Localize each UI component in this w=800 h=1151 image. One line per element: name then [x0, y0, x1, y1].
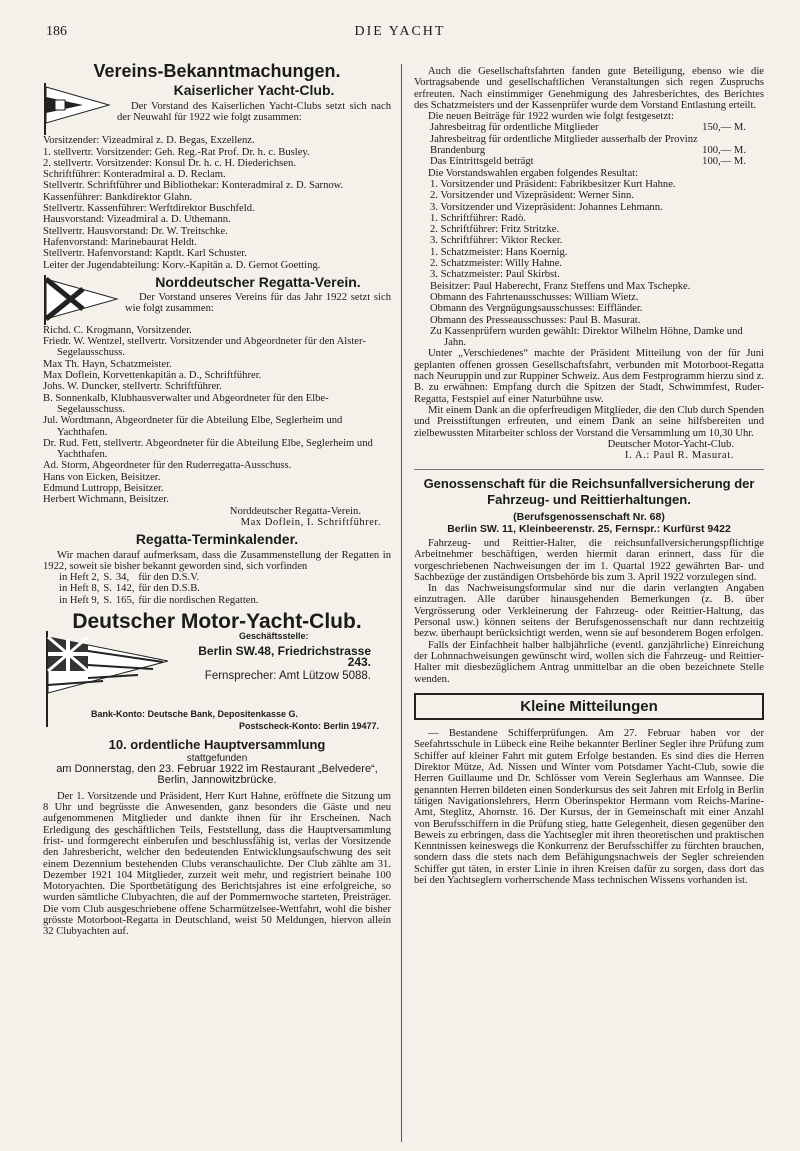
nrv-member: Richd. C. Krogmann, Vorsitzender.	[43, 324, 192, 336]
dmyc-signature-club: Deutscher Motor-Yacht-Club.	[607, 438, 734, 450]
nrv-member: Max Th. Hayn, Schatzmeister.	[43, 358, 172, 370]
dmyc-section	[43, 609, 391, 938]
board-member: Beisitzer: Paul Haberecht, Franz Steffens und Max Tschepke.	[430, 280, 691, 292]
table-row	[59, 572, 262, 583]
dmyc-phone: Fernsprecher: Amt Lützow 5088.	[204, 670, 371, 683]
nrv-member: B. Sonnenkalb, Klubhausverwalter und Abgeordneter für den Elbe-Segelausschuss.	[43, 392, 329, 415]
fee-label: Jahresbeitrag für ordentliche Mitglieder	[430, 122, 599, 134]
kyc-member: 1. stellvertr. Vorsitzender: Geh. Reg.-Rat Prof. Dr. h. c. Busley.	[43, 146, 310, 158]
gen-section	[414, 476, 764, 684]
table-cell: in Heft 2,	[59, 572, 100, 584]
nrv-member: Max Doflein, Korvettenkapitän a. D., Schriftführer.	[43, 370, 262, 382]
dmyc-title: Deutscher Motor-Yacht-Club.	[72, 609, 362, 633]
table-cell: S.	[103, 583, 112, 595]
nrv-member: Ad. Storm, Abgeordneter für den Ruderregatta-Ausschuss.	[43, 460, 292, 472]
fee-value: 100,— M.	[702, 145, 746, 157]
gen-paragraph: Fahrzeug- und Reittier-Halter, die reichsunfallversicherungspflichtige Arbeitnehmer beschäftigen, werden hiermit daran erinnert, dass für die vorgeschriebenen Nachweisungen der im 1. Quartal 1922 gewährten Bar- und Sachbezüge der zuständigen Ortsbehörde bis zum 3. April 1922 vorzulegen sind.	[414, 537, 764, 583]
fees-intro: Die neuen Beiträge für 1922 wurden wie folgt festgesetzt:	[428, 111, 674, 123]
right-column	[414, 66, 764, 886]
fee-label: Jahresbeitrag für ordentliche Mitglieder ausserhalb der Provinz Brandenburg	[430, 133, 698, 157]
nrv-member: Johs. W. Duncker, stellvertr. Schriftführer.	[43, 381, 222, 393]
kyc-member: Stellvertr. Hafenvorstand: Kaptlt. Karl Schuster.	[43, 248, 247, 260]
table-row	[59, 595, 262, 606]
gen-title: Genossenschaft für die Reichsunfallversicherung der Fahrzeug- und Reittierhaltungen.	[423, 476, 755, 508]
fee-value: 150,— M.	[702, 122, 746, 134]
meeting-when: am Donnerstag, den 23. Februar 1922 im Restaurant „Belvedere“, Berlin, Jannowitzbrücke.	[56, 763, 378, 787]
kyc-title: Kaiserlicher Yacht-Club.	[173, 82, 335, 99]
continued-paragraph: Auch die Gesellschaftsfahrten fanden gute Beteiligung, ebenso wie die Vortragsabende und gesellschaftlichen Veranstaltungen sich regen Zuspruchs erfreuten. Nach einstimmiger Genehmigung des Jahresberichtes, des Berichtes des Schatzmeisters und der Kassenprüfer wurde dem Vorstand Entlastung erteilt.	[414, 66, 764, 111]
termin-table	[59, 572, 262, 606]
kyc-member: Leiter der Jugendabteilung: Korv.-Kapitän a. D. Gernot Goetting.	[43, 259, 321, 271]
table-row	[430, 122, 750, 133]
thanks-paragraph: Mit einem Dank an die opferfreudigen Mitglieder, die den Club durch Spenden und Preisstiftungen erfreuten, und einem Dank an seine hilfsbereiten und zielbewussten Mitarbeiter schloss der Vorstand die Versammlung um 10,30 Uhr.	[414, 404, 764, 439]
nrv-member: Jul. Wordtmann, Abgeordneter für die Abteilung Elbe, Seglerheim und Yachthafen.	[43, 415, 343, 438]
kyc-member: Kassenführer: Bankdirektor Glahn.	[43, 191, 193, 203]
board-member: 3. Vorsitzender und Vizepräsident: Johannes Lehmann.	[430, 201, 663, 213]
kyc-intro: Der Vorstand des Kaiserlichen Yacht-Clubs setzt sich nach der Neuwahl für 1922 wie folgt zusammen:	[117, 100, 391, 123]
kyc-member: Stellvertr. Kassenführer: Werftdirektor Buschfeld.	[43, 203, 255, 215]
kyc-burgee-icon	[43, 83, 111, 135]
table-cell: 165,	[115, 594, 135, 606]
dmyc-postcheck: Postscheck-Konto: Berlin 19477.	[238, 720, 379, 731]
fee-value: 100,— M.	[702, 156, 746, 168]
nrv-intro: Der Vorstand unseres Vereins für das Jahr 1922 setzt sich wie folgt zusammen:	[125, 292, 391, 315]
board-member: 2. Vorsitzender und Vizepräsident: Werner Sinn.	[430, 190, 634, 202]
dmyc-bank: Bank-Konto: Deutsche Bank, Depositenkasse G.	[91, 709, 299, 720]
board-member: Zu Kassenprüfern wurden gewählt: Direktor Wilhelm Höhne, Damke und Jahn.	[430, 325, 743, 349]
nrv-signature-name: Max Doflein, I. Schriftführer.	[240, 516, 381, 528]
table-row	[59, 583, 262, 594]
board-member: Obmann des Vergnügungsausschusses: Eiffländer.	[430, 303, 643, 315]
table-cell: S.	[103, 594, 112, 606]
table-cell: S.	[103, 572, 112, 584]
gen-paragraph: Falls der Einfachheit halber halbjährliche (eventl. ganzjährliche) Einreichung der Lohnnachweisungen gewünscht wird, wollen sich die Fahrzeug- und Reittier-Halter mit diesbezüglichem Antrag unmittelbar an die oben bezeichnete Stelle wenden.	[414, 639, 764, 685]
running-title: DIE YACHT	[354, 24, 446, 39]
table-cell: in Heft 9,	[59, 594, 100, 606]
board-member: 2. Schriftführer: Fritz Stritzke.	[430, 224, 560, 236]
board-member: 2. Schatzmeister: Willy Hahne.	[430, 258, 563, 270]
board-member: Obmann des Presseausschusses: Paul B. Masurat.	[430, 314, 641, 326]
page-number: 186	[46, 24, 67, 39]
nrv-member: Dr. Rud. Fett, stellvertr. Abgeordneter für die Abteilung Elbe, Seglerheim und Yachthafen.	[43, 437, 373, 461]
kyc-member: Vorsitzender: Vizeadmiral z. D. Begas, Exzellenz.	[43, 135, 255, 147]
misc-paragraph: Unter „Verschiedenes“ machte der Präsident Mitteilung von der für Juni geplanten offenen grossen Gesellschaftsfahrt, verbunden mit Motorboot-Regatta nach Neuruppin und zur Ruppiner Schweiz. Aus dem Festprogramm hierzu sind z. B. zu erwähnen: Empfang durch die Spitzen der Stadt, Schwimmfest, Ruder-Regatta, Festspiel auf einer Naturbühne usw.	[414, 348, 764, 405]
kyc-member: Hausvorstand: Vizeadmiral a. D. Uthemann.	[43, 214, 231, 226]
table-cell: in Heft 8,	[59, 583, 100, 595]
kyc-member: Stellvertr. Schriftführer und Bibliothekar: Konteradmiral z. D. Sarnow.	[43, 180, 344, 192]
table-row	[430, 156, 750, 167]
nrv-title: Norddeutscher Regatta-Verein.	[155, 273, 361, 290]
meeting-title: 10. ordentliche Hauptversammlung	[108, 736, 326, 752]
table-cell: 142,	[115, 583, 135, 595]
board-member: Obmann des Fahrtenausschusses: William Wietz.	[430, 291, 639, 303]
board-member: 3. Schatzmeister: Paul Skirbst.	[430, 269, 560, 281]
kyc-section	[43, 83, 391, 271]
nrv-member: Herbert Wichmann, Beisitzer.	[43, 494, 169, 506]
kyc-member: Schriftführer: Konteradmiral a. D. Reclam.	[43, 169, 226, 181]
dmyc-signature-name: I. A.: Paul R. Masurat.	[624, 450, 734, 462]
nrv-burgee-icon	[43, 275, 119, 325]
table-cell: für den D.S.B.	[138, 583, 200, 595]
nrv-member: Hans von Eicken, Beisitzer.	[43, 471, 161, 483]
board-member: 1. Schatzmeister: Hans Koernig.	[430, 246, 568, 258]
kyc-member: Hafenvorstand: Marinebaurat Heldt.	[43, 236, 197, 248]
nrv-member: Edmund Luttropp, Beisitzer.	[43, 483, 164, 495]
table-cell: für die nordischen Regatten.	[138, 594, 259, 606]
board-member: 1. Schriftführer: Radò.	[430, 212, 526, 224]
nrv-signature-club: Norddeutscher Regatta-Verein.	[229, 505, 361, 517]
fees-table	[430, 122, 750, 167]
table-cell: 34,	[115, 572, 130, 584]
kyc-member: 2. stellvertr. Vorsitzender: Konsul Dr. h. c. H. Diederichsen.	[43, 157, 296, 169]
board-member: 3. Schriftführer: Viktor Recker.	[430, 235, 563, 247]
meeting-subtitle: stattgefunden	[186, 752, 248, 764]
section-heading: Vereins-Bekanntmachungen.	[93, 61, 341, 81]
kleine-title-box	[414, 693, 764, 720]
dmyc-office-label: Geschäftsstelle:	[239, 631, 309, 642]
fee-label: Das Eintrittsgeld beträgt	[430, 156, 534, 168]
termin-section	[43, 531, 391, 606]
board-member: 1. Vorsitzender und Präsident: Fabrikbesitzer Kurt Hahne.	[430, 178, 676, 190]
election-intro: Die Vorstandswahlen ergaben folgendes Resultat:	[428, 167, 639, 179]
kleine-paragraph: — Bestandene Schifferprüfungen. Am 27. Februar haben vor der Seefahrtsschule in Lübeck eine Reihe bekannter Berliner Segler ihre Prüfung zum Schiffer auf kleiner Fahrt mit gutem Erfolge bestanden. Es sind dies die Herren Direktor Mütze, Ad. Nissen und Winter vom Potsdamer Yacht-Club, sowie die Herren Guillaume und Dr. Schlösser vom Verein Seglerhaus am Wannsee. Die genannten Herren bildeten einen Sonderkursus des seit Jahren mit Erfolg in Berlin tätigen Navigationslehrers, Herrn Oberinspektor Hermann vom Reichs-Marine-Amt, Steglitz, Ahornstr. 16. Der Kursus, der in Gemeinschaft mit einer Anzahl von Berufsschiffern in die Prüfung stieg, hatte Gelegenheit, diesen gegenüber den Beweis zu erbringen, dass die Yachtsegler mit ihren theoretischen und praktischen Kenntnissen keineswegs die Konkurrenz der Berufsschiffer zu fürchten brauchen, sondern dass die stets nach dem Befähigungsnachweis der Segler schreienden Schiffer gut täten, in erster Linie in ihren Kreisen dafür zu sorgen, dass dort das bei den Yachtseglern vorherrschende Mass technischen Wissens vorhanden ist.	[414, 728, 764, 886]
separator-rule	[414, 469, 764, 470]
termin-text: Wir machen darauf aufmerksam, dass die Zusammenstellung der Regatten in 1922, soweit sie bisher bekannt geworden sind, sich vorfinden	[43, 549, 391, 572]
kyc-member: Stellvertr. Hausvorstand: Dr. W. Treitschke.	[43, 225, 228, 237]
meeting-body: Der 1. Vorsitzende und Präsident, Herr Kurt Hahne, eröffnete die Sitzung um 8 Uhr und begrüsste die Anwesenden, ganz besonders die Gäste und neu aufgenommenen Mitglieder und dankte ihnen für ihr Erscheinen. Nach Erledigung des geschäftlichen Teils, Feststellung, dass die Hauptversammlung frist- und formgerecht einberufen und beschlussfähig ist, verlas der Vorsitzende den Jahresbericht, welcher den bedeutenden Entwicklungsaufschwung des seit einem Dezennium bestehenden Clubs veranschaulichte. Der Club zählte am 31. Dezember 1921 104 Mitglieder, zurzeit weit mehr, und registriert beinahe 100 Motoryachten. Die Sportbetätigung des Berichtsjahres ist eine erfolgreiche, so wurden sämtliche Clubyachten, die auf der Pommernwoche starteten, Preisträger. Die vom Club ausgeschriebene offene Scharmützelsee-Wettfahrt, wohl die bisher grösste Motorboot-Regatta in Deutschland, weist 50 Meldungen, hiervon allein 32 Clubyachten auf.	[43, 790, 391, 938]
termin-title: Regatta-Terminkalender.	[135, 531, 299, 548]
gen-address: Berlin SW. 11, Kleinbeerenstr. 25, Fernspr.: Kurfürst 9422	[447, 522, 731, 535]
table-cell: für den D.S.V.	[138, 572, 200, 584]
left-column	[43, 61, 391, 938]
kleine-title: Kleine Mitteilungen	[520, 697, 658, 715]
column-divider	[401, 64, 402, 1142]
gen-paragraph: In das Nachweisungsformular sind nur die darin verlangten Angaben einzutragen. Alle darüber hinausgehenden Bemerkungen (z. B. über Vergrösserung oder Verkleinerung der Fahrzeug- oder Reittier-Haltung, das Personal usw.) können seitens der Berufsgenossenschaft nur dann rechtzeitig bezw. überhaupt berücksichtigt werden, wenn sie auf besonderem Bogen erfolgen.	[414, 583, 764, 640]
nrv-member: Friedr. W. Wentzel, stellvertr. Vorsitzender und Abgeordneter für den Alster-Segelausschuss.	[43, 336, 366, 359]
nrv-section	[43, 275, 391, 528]
table-row	[430, 134, 750, 157]
dmyc-office-address: Berlin SW.48, Friedrichstrasse 243.	[198, 643, 371, 669]
gen-subtitle: (Berufsgenossenschaft Nr. 68)	[513, 511, 665, 524]
